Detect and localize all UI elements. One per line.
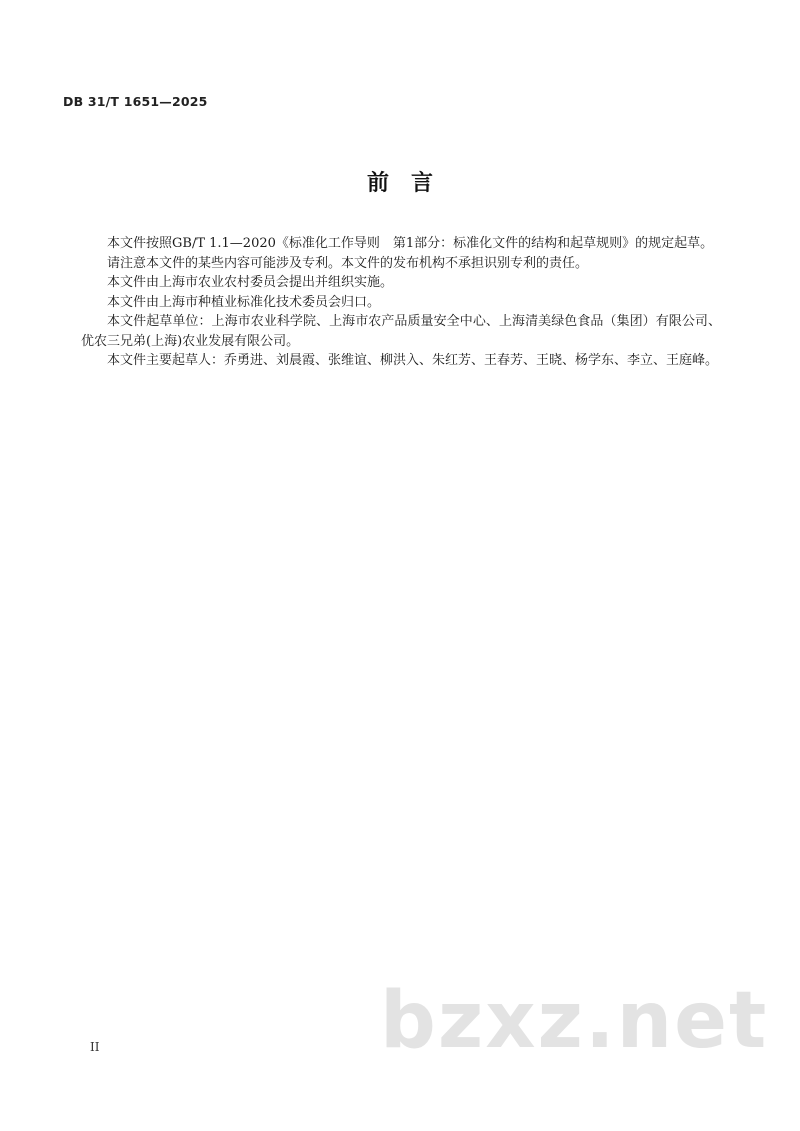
paragraph-proposer: 本文件由上海市农业农村委员会提出并组织实施。 (107, 275, 394, 290)
paragraph-drafters: 本文件主要起草人：乔勇进、刘晨霞、张维谊、柳洪入、朱红芳、王春芳、王晓、杨学东、李立、王庭峰。 (107, 353, 719, 368)
document-code: DB 31/T 1651—2025 (63, 94, 208, 109)
paragraph-patent-notice: 请注意本文件的某些内容可能涉及专利。本文件的发布机构不承担识别专利的责任。 (107, 255, 589, 271)
page-title: 前言 (366, 171, 455, 196)
watermark-logo: bzxz.net (380, 976, 769, 1066)
foreword-body (81, 234, 721, 371)
page-number: II (90, 1040, 100, 1054)
paragraph-drafting-organizations: 本文件起草单位：上海市农业科学院、上海市农产品质量安全中心、上海清美绿色食品（集团）有限公司、优农三兄弟(上海)农业发展有限公司。 (81, 314, 721, 349)
paragraph-drafting-rules: 本文件按照GB/T 1.1—2020《标准化工作导则 第1部分：标准化文件的结构和起草规则》的规定起草。 (107, 236, 714, 251)
paragraph-technical-committee: 本文件由上海市种植业标准化技术委员会归口。 (107, 294, 381, 310)
